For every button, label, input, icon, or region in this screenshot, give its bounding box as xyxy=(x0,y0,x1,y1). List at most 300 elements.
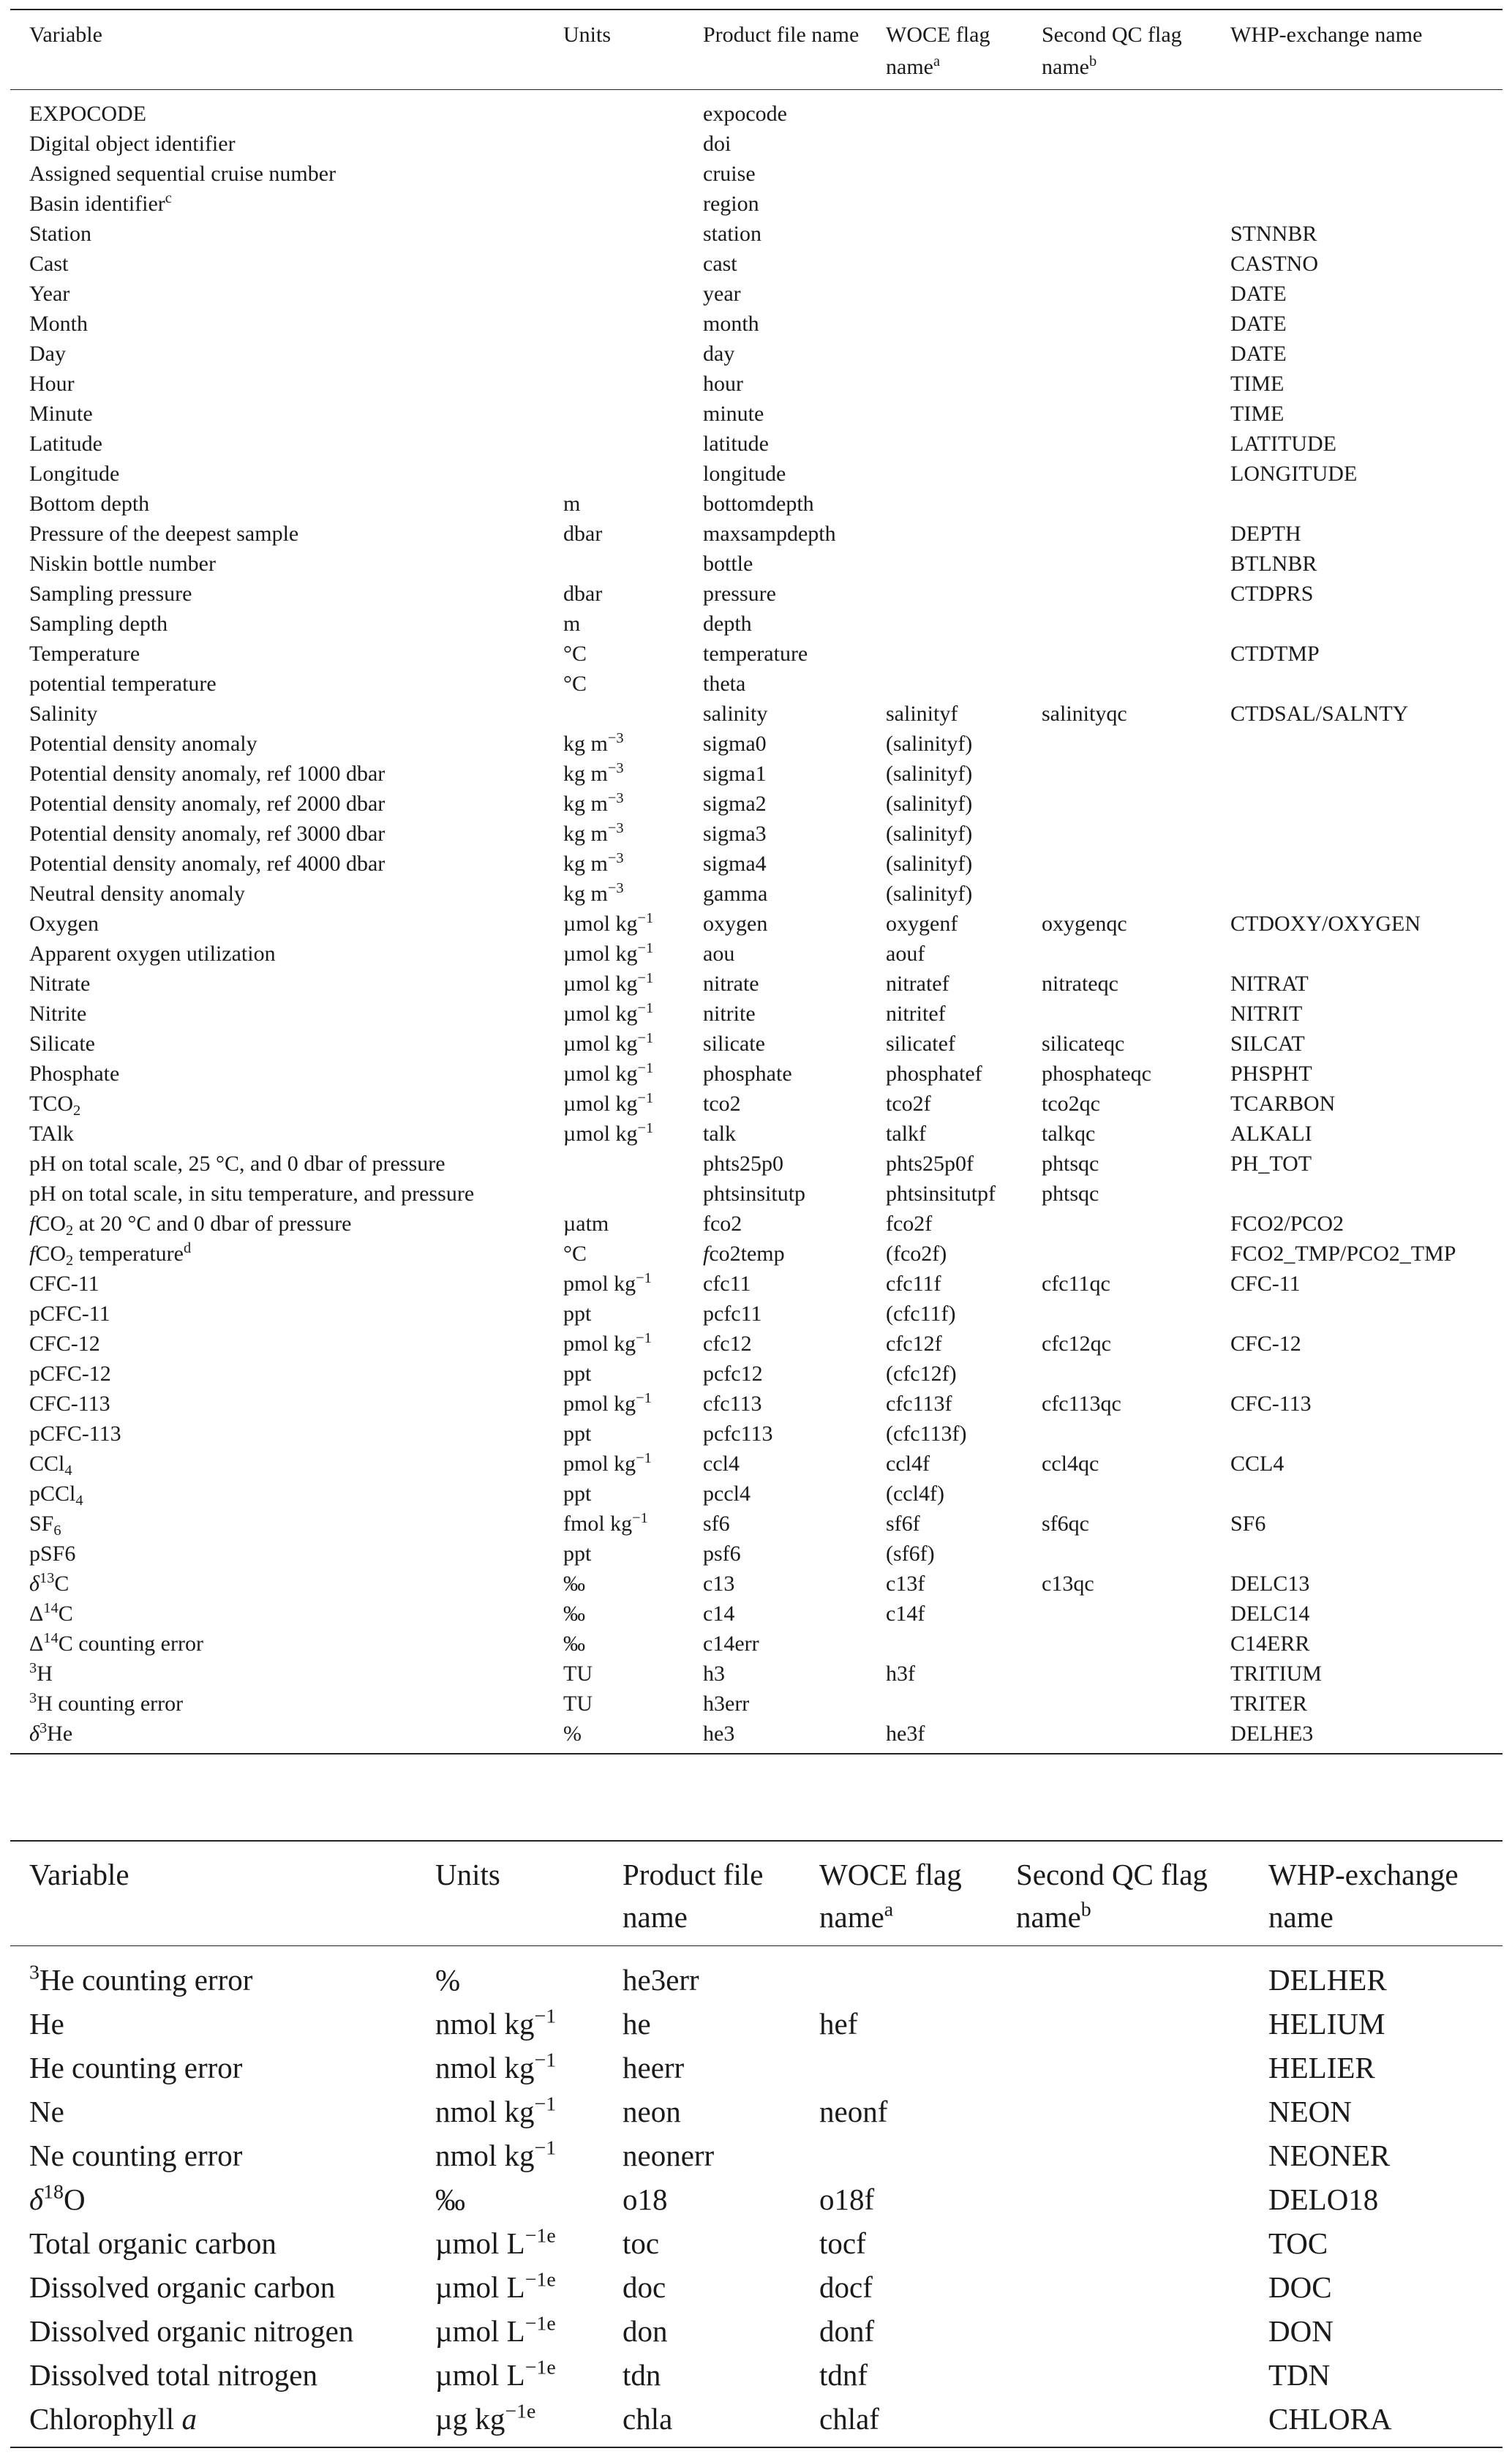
product-file-name-cell: minute xyxy=(703,402,764,426)
table-row xyxy=(10,549,1502,579)
product-file-name-cell: pcfc12 xyxy=(703,1362,763,1386)
variable-cell: Temperature xyxy=(29,642,140,666)
units-cell: °C xyxy=(563,672,587,696)
variable-cell: Dissolved organic nitrogen xyxy=(29,2314,354,2348)
product-file-name-cell: pccl4 xyxy=(703,1482,751,1506)
table-row xyxy=(10,1209,1502,1239)
whp-exchange-cell: DELC14 xyxy=(1230,1602,1310,1626)
product-file-name-cell: he xyxy=(623,2007,651,2041)
whp-exchange-cell: TIME xyxy=(1230,402,1285,426)
whp-exchange-cell xyxy=(1230,1539,1502,1569)
units-cell xyxy=(563,369,703,399)
header-units: Units xyxy=(563,23,612,47)
units-cell: µatm xyxy=(563,1212,609,1236)
woce-flag-cell xyxy=(886,129,1042,159)
variable-cell: EXPOCODE xyxy=(29,102,147,126)
whp-exchange-cell xyxy=(1230,1359,1502,1389)
units-cell: µmol $kg^{-1}$ xyxy=(563,969,654,996)
units-cell: °C xyxy=(563,1242,587,1266)
whp-exchange-cell: CFC-12 xyxy=(1230,1332,1301,1356)
variable-cell: TAlk xyxy=(29,1122,74,1146)
table-row xyxy=(10,90,1502,130)
whp-exchange-cell: LONGITUDE xyxy=(1230,462,1358,486)
units-cell: µmol $L^{-1e}$ xyxy=(435,2268,556,2304)
woce-flag-cell xyxy=(886,429,1042,459)
table-row xyxy=(10,1419,1502,1449)
product-file-name-cell: tco2 xyxy=(703,1092,741,1116)
whp-exchange-cell xyxy=(1230,489,1502,519)
units-cell: µmol $kg^{-1}$ xyxy=(563,1059,654,1086)
variable-cell: pCFC-113 xyxy=(29,1422,121,1446)
units-cell: ‰ xyxy=(435,2183,465,2216)
woce-flag-cell: tdnf xyxy=(819,2358,868,2392)
woce-flag-cell: oxygenf xyxy=(886,912,958,936)
second-qc-flag-cell xyxy=(1042,1599,1230,1629)
product-file-name-cell: longitude xyxy=(703,462,786,486)
variable-cell: Pressure of the deepest sample xyxy=(29,522,299,546)
whp-exchange-cell: FCO2/PCO2 xyxy=(1230,1212,1344,1236)
units-cell: µmol $kg^{-1}$ xyxy=(563,1119,654,1146)
product-file-name-cell: cast xyxy=(703,252,737,276)
whp-exchange-cell: NEONER xyxy=(1268,2139,1391,2172)
table-row xyxy=(10,129,1502,159)
product-file-name-cell: c13 xyxy=(703,1572,735,1596)
product-file-name-cell: cfc11 xyxy=(703,1272,751,1296)
product-file-name-cell: sigma0 xyxy=(703,732,767,756)
second-qc-flag-cell: phtsqc xyxy=(1042,1182,1099,1206)
second-qc-flag-cell xyxy=(1042,609,1230,639)
variable-cell: CFC-12 xyxy=(29,1332,100,1356)
table-row xyxy=(10,279,1502,309)
table-row xyxy=(10,429,1502,459)
woce-flag-cell: aouf xyxy=(886,942,925,966)
table-row xyxy=(10,1359,1502,1389)
units-cell: kg $m^{-3}$ xyxy=(563,729,624,756)
product-file-name-cell: day xyxy=(703,342,735,366)
variable-cell: Potential density anomaly xyxy=(29,732,257,756)
second-qc-flag-cell xyxy=(1042,819,1230,849)
woce-flag-cell: (salinityf) xyxy=(886,792,973,816)
table-body xyxy=(10,90,1502,1754)
variable-cell: pCCl$_4$ xyxy=(29,1482,83,1509)
whp-exchange-cell: DEPTH xyxy=(1230,522,1301,546)
second-qc-flag-cell xyxy=(1042,249,1230,279)
units-cell: nmol $kg^{-1}$ xyxy=(435,2005,557,2041)
second-qc-flag-cell xyxy=(1016,2133,1268,2177)
whp-exchange-cell: SF6 xyxy=(1230,1512,1266,1536)
woce-flag-cell: (salinityf) xyxy=(886,732,973,756)
variable-cell: pCFC-12 xyxy=(29,1362,111,1386)
units-cell xyxy=(563,159,703,189)
units-cell: fmol $kg^{-1}$ xyxy=(563,1509,648,1536)
variable-cell: $TCO_2$ xyxy=(29,1092,81,1119)
whp-exchange-cell: HELIER xyxy=(1268,2051,1375,2084)
table-row xyxy=(10,459,1502,489)
whp-exchange-cell: PHSPHT xyxy=(1230,1062,1312,1086)
second-qc-flag-cell xyxy=(1042,849,1230,879)
table-row xyxy=(10,1599,1502,1629)
product-file-name-cell: h3 xyxy=(703,1662,725,1686)
whp-exchange-cell: BTLNBR xyxy=(1230,552,1317,576)
whp-exchange-cell xyxy=(1230,1479,1502,1509)
units-cell: kg $m^{-3}$ xyxy=(563,879,624,906)
variable-cell: $SF_6$ xyxy=(29,1512,61,1539)
second-qc-flag-cell: sf6qc xyxy=(1042,1512,1089,1536)
table-row xyxy=(10,2221,1502,2265)
whp-exchange-cell: DON xyxy=(1268,2314,1334,2348)
variable-cell: Sampling depth xyxy=(29,612,168,636)
woce-flag-cell: donf xyxy=(819,2314,875,2348)
header-woce-flag-text: WOCE flag name xyxy=(819,1858,962,1934)
whp-exchange-cell: TDN xyxy=(1268,2358,1331,2392)
units-cell: pmol $kg^{-1}$ xyxy=(563,1329,652,1356)
table-row xyxy=(10,669,1502,699)
table-row xyxy=(10,939,1502,969)
table-row xyxy=(10,759,1502,789)
product-file-name-cell: temperature xyxy=(703,642,808,666)
second-qc-flag-cell xyxy=(1042,879,1230,909)
whp-exchange-cell: NEON xyxy=(1268,2095,1352,2128)
variable-cell: Day xyxy=(29,342,66,366)
header-variable: Variable xyxy=(29,1858,129,1891)
product-file-name-cell: sigma3 xyxy=(703,822,767,846)
variable-cell: Cast xyxy=(29,252,69,276)
table-row xyxy=(10,2177,1502,2221)
product-file-name-cell: region xyxy=(703,192,759,216)
units-cell: µmol $L^{-1e}$ xyxy=(435,2356,556,2392)
units-cell xyxy=(563,699,703,729)
header-units: Units xyxy=(435,1858,500,1891)
variables-table-part-2 xyxy=(10,1840,1502,2448)
table-row xyxy=(10,1449,1502,1479)
second-qc-flag-cell: phosphateqc xyxy=(1042,1062,1151,1086)
product-file-name-cell: fco2temp xyxy=(703,1242,785,1266)
product-file-name-cell: neon xyxy=(623,2095,681,2128)
product-file-name-cell: maxsampdepth xyxy=(703,522,836,546)
woce-flag-cell: tocf xyxy=(819,2226,866,2260)
woce-flag-cell xyxy=(886,579,1042,609)
whp-exchange-cell xyxy=(1230,159,1502,189)
second-qc-flag-cell: tco2qc xyxy=(1042,1092,1100,1116)
units-cell xyxy=(563,219,703,249)
table-row xyxy=(10,819,1502,849)
table-row xyxy=(10,1029,1502,1059)
header-variable: Variable xyxy=(29,23,102,47)
variable-cell: Potential density anomaly, ref 1000 dbar xyxy=(29,762,385,786)
variable-cell: Station xyxy=(29,222,92,246)
product-file-name-cell: phosphate xyxy=(703,1062,792,1086)
units-cell: ‰ xyxy=(563,1602,585,1626)
woce-flag-cell xyxy=(819,2046,1016,2090)
woce-flag-cell: phosphatef xyxy=(886,1062,982,1086)
footnote-marker-a: a xyxy=(933,53,941,70)
product-file-name-cell: hour xyxy=(703,372,743,396)
product-file-name-cell: pcfc113 xyxy=(703,1422,773,1446)
variable-cell: Ne xyxy=(29,2095,64,2128)
table-row xyxy=(10,1479,1502,1509)
variables-table-part-1 xyxy=(10,9,1502,1754)
whp-exchange-cell: DELHE3 xyxy=(1230,1722,1314,1746)
table-row xyxy=(10,1149,1502,1179)
table-row xyxy=(10,2002,1502,2046)
whp-exchange-cell: NITRIT xyxy=(1230,1002,1303,1026)
variable-cell: Minute xyxy=(29,402,93,426)
second-qc-flag-cell xyxy=(1042,339,1230,369)
header-second-qc-text: Second QC flag name xyxy=(1016,1858,1208,1934)
variable-cell: Digital object identifier xyxy=(29,132,236,156)
second-qc-flag-cell xyxy=(1016,2046,1268,2090)
table-row xyxy=(10,1946,1502,2003)
woce-flag-cell: nitratef xyxy=(886,972,949,996)
woce-flag-cell: tco2f xyxy=(886,1092,931,1116)
table-row xyxy=(10,1719,1502,1754)
woce-flag-cell xyxy=(886,90,1042,130)
units-cell xyxy=(563,1149,703,1179)
table-row xyxy=(10,2090,1502,2133)
variable-cell: He counting error xyxy=(29,2051,243,2084)
table-row xyxy=(10,1629,1502,1659)
woce-flag-cell xyxy=(886,669,1042,699)
second-qc-flag-cell xyxy=(1016,2002,1268,2046)
product-file-name-cell: sigma1 xyxy=(703,762,767,786)
variable-cell: Phosphate xyxy=(29,1062,120,1086)
variable-cell: Oxygen xyxy=(29,912,99,936)
table-row xyxy=(10,969,1502,999)
second-qc-flag-cell xyxy=(1042,159,1230,189)
units-cell: nmol $kg^{-1}$ xyxy=(435,2136,557,2172)
second-qc-flag-cell xyxy=(1042,90,1230,130)
woce-flag-cell: (salinityf) xyxy=(886,822,973,846)
variable-cell: Bottom depth xyxy=(29,492,150,516)
table-row xyxy=(10,1539,1502,1569)
whp-exchange-cell: CHLORA xyxy=(1268,2402,1392,2436)
woce-flag-cell: he3f xyxy=(886,1722,925,1746)
table-row xyxy=(10,1059,1502,1089)
header-product-file-name: Product file name xyxy=(703,23,860,47)
product-file-name-cell: nitrate xyxy=(703,972,759,996)
units-cell xyxy=(563,549,703,579)
units-cell: µmol $kg^{-1}$ xyxy=(563,1029,654,1056)
whp-exchange-cell: ALKALI xyxy=(1230,1122,1312,1146)
whp-exchange-cell: STNNBR xyxy=(1230,222,1317,246)
second-qc-flag-cell xyxy=(1016,1946,1268,2003)
product-file-name-cell: h3err xyxy=(703,1692,750,1716)
variable-cell: Hour xyxy=(29,372,75,396)
woce-flag-cell xyxy=(886,159,1042,189)
units-cell xyxy=(563,129,703,159)
whp-exchange-cell: CTDTMP xyxy=(1230,642,1320,666)
woce-flag-cell: phtsinsitutpf xyxy=(886,1182,996,1206)
product-file-name-cell: depth xyxy=(703,612,752,636)
header-second-qc-flag-name xyxy=(1042,10,1230,90)
units-cell xyxy=(563,1179,703,1209)
variable-cell: Potential density anomaly, ref 4000 dbar xyxy=(29,852,385,876)
woce-flag-cell xyxy=(886,249,1042,279)
whp-exchange-cell: DELC13 xyxy=(1230,1572,1310,1596)
woce-flag-cell: sf6f xyxy=(886,1512,920,1536)
units-cell xyxy=(563,249,703,279)
second-qc-flag-cell xyxy=(1042,759,1230,789)
product-file-name-cell: doi xyxy=(703,132,731,156)
whp-exchange-cell: SILCAT xyxy=(1230,1032,1305,1056)
whp-exchange-cell xyxy=(1230,1419,1502,1449)
variable-cell: $\Delta^{14}C$ counting error xyxy=(29,1629,203,1656)
woce-flag-cell xyxy=(886,1629,1042,1659)
units-cell: µmol $L^{-1e}$ xyxy=(435,2224,556,2260)
woce-flag-cell: (ccl4f) xyxy=(886,1482,944,1506)
units-cell: % xyxy=(563,1722,582,1746)
variable-cell: fCO$_2$ at 20 °C and 0 dbar of pressure xyxy=(29,1212,352,1239)
product-file-name-cell: station xyxy=(703,222,761,246)
variable-cell: Potential density anomaly, ref 2000 dbar xyxy=(29,792,385,816)
table-row xyxy=(10,189,1502,219)
units-cell: dbar xyxy=(563,582,603,606)
table-row xyxy=(10,1269,1502,1299)
whp-exchange-cell xyxy=(1230,819,1502,849)
product-file-name-cell: he3 xyxy=(703,1722,735,1746)
woce-flag-cell xyxy=(886,459,1042,489)
product-file-name-cell: pcfc11 xyxy=(703,1302,762,1326)
table-row xyxy=(10,789,1502,819)
table-row xyxy=(10,1509,1502,1539)
second-qc-flag-cell xyxy=(1042,1719,1230,1754)
variable-cell: Niskin bottle number xyxy=(29,552,216,576)
table-row xyxy=(10,369,1502,399)
units-cell xyxy=(563,90,703,130)
woce-flag-cell: chlaf xyxy=(819,2402,879,2436)
woce-flag-cell: cfc12f xyxy=(886,1332,942,1356)
table-row xyxy=(10,1119,1502,1149)
units-cell xyxy=(563,429,703,459)
woce-flag-cell xyxy=(886,489,1042,519)
second-qc-flag-cell xyxy=(1042,549,1230,579)
units-cell: TU xyxy=(563,1662,593,1686)
whp-exchange-cell: CFC-11 xyxy=(1230,1272,1301,1296)
units-cell: dbar xyxy=(563,522,603,546)
whp-exchange-cell xyxy=(1230,879,1502,909)
whp-exchange-cell xyxy=(1230,90,1502,130)
table-row xyxy=(10,489,1502,519)
units-cell: ppt xyxy=(563,1302,592,1326)
variable-cell: Dissolved total nitrogen xyxy=(29,2358,318,2392)
second-qc-flag-cell: talkqc xyxy=(1042,1122,1096,1146)
second-qc-flag-cell xyxy=(1042,639,1230,669)
whp-exchange-cell: FCO2_TMP/PCO2_TMP xyxy=(1230,1242,1456,1266)
woce-flag-cell: talkf xyxy=(886,1122,926,1146)
table-row xyxy=(10,639,1502,669)
whp-exchange-cell: DELHER xyxy=(1268,1963,1387,1997)
variable-cell: He xyxy=(29,2007,64,2041)
second-qc-flag-cell xyxy=(1042,1239,1230,1269)
whp-exchange-cell xyxy=(1230,1179,1502,1209)
whp-exchange-cell xyxy=(1230,609,1502,639)
woce-flag-cell: (salinityf) xyxy=(886,762,973,786)
variable-cell: $^3$He counting error xyxy=(29,1961,253,1997)
table-row xyxy=(10,519,1502,549)
variable-cell: pCFC-11 xyxy=(29,1302,110,1326)
second-qc-flag-cell: silicateqc xyxy=(1042,1032,1125,1056)
woce-flag-cell xyxy=(886,399,1042,429)
woce-flag-cell: silicatef xyxy=(886,1032,955,1056)
product-file-name-cell: fco2 xyxy=(703,1212,742,1236)
product-file-name-cell: toc xyxy=(623,2226,660,2260)
table-row xyxy=(10,1659,1502,1689)
whp-exchange-cell: TCARBON xyxy=(1230,1092,1336,1116)
table-row xyxy=(10,2265,1502,2309)
second-qc-flag-cell xyxy=(1016,2265,1268,2309)
footnote-marker-a: a xyxy=(884,1898,894,1921)
variable-cell: CCl$_4$ xyxy=(29,1452,72,1479)
variable-cell: CFC-113 xyxy=(29,1392,110,1416)
variable-cell: Dissolved organic carbon xyxy=(29,2270,336,2304)
variable-cell: Month xyxy=(29,312,89,336)
woce-flag-cell: (fco2f) xyxy=(886,1242,947,1266)
table-header-row xyxy=(10,10,1502,90)
whp-exchange-cell: DATE xyxy=(1230,312,1287,336)
units-cell: pmol $kg^{-1}$ xyxy=(563,1389,652,1416)
second-qc-flag-cell xyxy=(1042,189,1230,219)
second-qc-flag-cell: c13qc xyxy=(1042,1572,1094,1596)
woce-flag-cell xyxy=(886,1689,1042,1719)
header-product-file-name: Product file name xyxy=(623,1858,764,1934)
header-woce-flag-name xyxy=(886,10,1042,90)
table-row xyxy=(10,1569,1502,1599)
whp-exchange-cell xyxy=(1230,129,1502,159)
second-qc-flag-cell xyxy=(1042,219,1230,249)
woce-flag-cell xyxy=(886,219,1042,249)
whp-exchange-cell xyxy=(1230,1299,1502,1329)
units-cell: m xyxy=(563,492,581,516)
whp-exchange-cell: TRITER xyxy=(1230,1692,1307,1716)
variable-cell: pSF6 xyxy=(29,1542,76,1566)
footnote-marker-b: b xyxy=(1080,1898,1091,1921)
woce-flag-cell: (salinityf) xyxy=(886,852,973,876)
units-cell: °C xyxy=(563,642,587,666)
variable-cell: Apparent oxygen utilization xyxy=(29,942,276,966)
variable-cell: pH on total scale, 25 °C, and 0 dbar of pressure xyxy=(29,1152,445,1176)
second-qc-flag-cell xyxy=(1042,519,1230,549)
header-woce-flag-text: WOCE flag name xyxy=(886,23,990,79)
units-cell: m xyxy=(563,612,581,636)
woce-flag-cell xyxy=(886,519,1042,549)
variable-cell: fCO$_2$ temperature$^d$ xyxy=(29,1239,192,1269)
product-file-name-cell: sigma4 xyxy=(703,852,767,876)
units-cell: kg $m^{-3}$ xyxy=(563,819,624,846)
woce-flag-cell: phts25p0f xyxy=(886,1152,974,1176)
units-cell: ‰ xyxy=(563,1632,585,1656)
variable-cell: Assigned sequential cruise number xyxy=(29,162,336,186)
units-cell: pmol $kg^{-1}$ xyxy=(563,1269,652,1296)
woce-flag-cell xyxy=(819,1946,1016,2003)
table-row xyxy=(10,2046,1502,2090)
product-file-name-cell: c14err xyxy=(703,1632,759,1656)
product-file-name-cell: talk xyxy=(703,1122,736,1146)
second-qc-flag-cell xyxy=(1042,1629,1230,1659)
variable-cell: Total organic carbon xyxy=(29,2226,277,2260)
second-qc-flag-cell xyxy=(1042,399,1230,429)
second-qc-flag-cell xyxy=(1042,939,1230,969)
whp-exchange-cell xyxy=(1230,849,1502,879)
table-row xyxy=(10,159,1502,189)
woce-flag-cell: o18f xyxy=(819,2183,875,2216)
table-row xyxy=(10,2397,1502,2447)
product-file-name-cell: neonerr xyxy=(623,2139,715,2172)
product-file-name-cell: latitude xyxy=(703,432,769,456)
table-row xyxy=(10,699,1502,729)
units-cell: µmol $kg^{-1}$ xyxy=(563,939,654,966)
woce-flag-cell: hef xyxy=(819,2007,858,2041)
second-qc-flag-cell xyxy=(1042,1419,1230,1449)
